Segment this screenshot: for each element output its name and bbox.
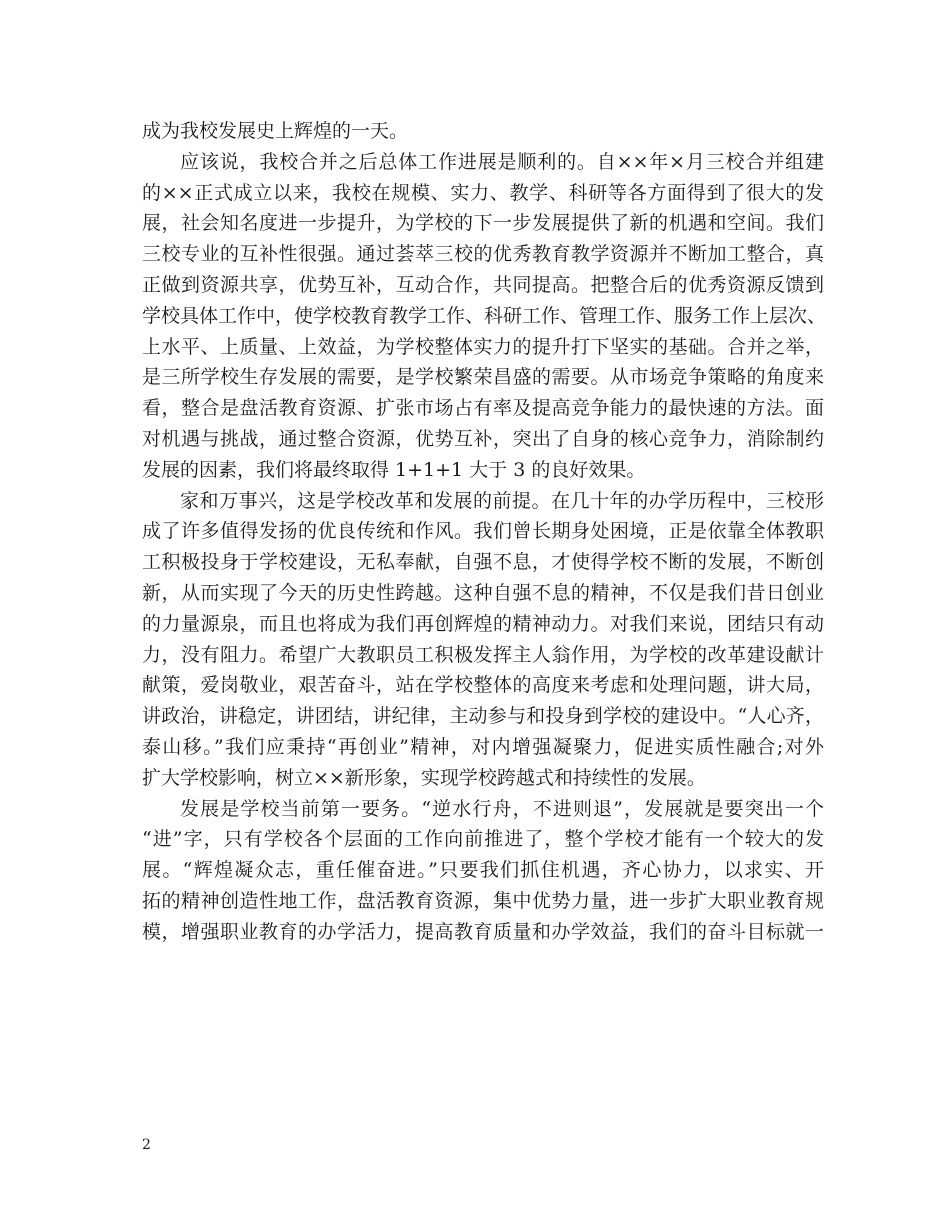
paragraph-first-line: 家和万事兴，这是学校改革和发展的前提。在几十年的办学历程中，三校形 [180,489,824,512]
text-line: 献策，爱岗敬业，艰苦奋斗，站在学校整体的高度来考虑和处理问题，讲大局， [142,674,824,697]
text-line: 扩大学校影响，树立××新形象，实现学校跨越式和持续性的发展。 [142,766,706,789]
text-line: 的力量源泉，而且也将成为我们再创辉煌的精神动力。对我们来说，团结只有动 [142,612,824,635]
text-line: 学校具体工作中，使学校教育教学工作、科研工作、管理工作、服务工作上层次、 [142,304,827,327]
text-line: 模，增强职业教育的办学活力，提高教育质量和办学效益，我们的奋斗目标就一 [142,920,824,943]
text-line: 讲政治，讲稳定，讲团结，讲纪律，主动参与和投身到学校的建设中。“人心齐， [142,705,824,728]
text-line: 展，社会知名度进一步提升，为学校的下一步发展提供了新的机遇和空间。我们 [142,212,824,235]
text-line: 新，从而实现了今天的历史性跨越。这种自强不息的精神，不仅是我们昔日创业 [142,581,824,604]
text-line: 对机遇与挑战，通过整合资源，优势互补，突出了自身的核心竞争力，消除制约 [142,427,824,450]
text-line: 看，整合是盘活教育资源、扩张市场占有率及提高竞争能力的最快速的方法。面 [142,397,824,420]
text-line: 成了许多值得发扬的优良传统和作风。我们曾长期身处困境，正是依靠全体教职 [142,520,824,543]
text-line: 三校专业的互补性很强。通过荟萃三校的优秀教育教学资源并不断加工整合，真 [142,243,824,266]
text-line: 展。“辉煌凝众志，重任催奋进。”只要我们抓住机遇，齐心协力，以求实、开 [142,859,824,882]
text-line: 上水平、上质量、上效益，为学校整体实力的提升打下坚实的基础。合并之举， [142,335,824,358]
text-line: “进”字，只有学校各个层面的工作向前推进了，整个学校才能有一个较大的发 [142,828,824,851]
paragraph-first-line: 发展是学校当前第一要务。“逆水行舟，不进则退”，发展就是要突出一个 [180,797,824,820]
text-line: 成为我校发展史上辉煌的一天。 [142,120,409,142]
page-number: 2 [142,1137,151,1153]
text-line: 拓的精神创造性地工作，盘活教育资源，集中优势力量，进一步扩大职业教育规 [142,889,824,912]
body-text [142,116,827,948]
paragraph-first-line: 应该说，我校合并之后总体工作进展是顺利的。自××年×月三校合并组建 [180,150,824,173]
text-line: 正做到资源共享，优势互补，互动合作，共同提高。把整合后的优秀资源反馈到 [142,273,824,296]
text-line: 泰山移。”我们应秉持“再创业”精神，对内增强凝聚力，促进实质性融合;对外 [142,735,824,758]
text-line: 是三所学校生存发展的需要，是学校繁荣昌盛的需要。从市场竞争策略的角度来 [142,366,824,389]
text-line: 工积极投身于学校建设，无私奉献，自强不息，才使得学校不断的发展，不断创 [142,551,824,574]
text-line: 的××正式成立以来，我校在规模、实力、教学、科研等各方面得到了很大的发 [142,181,824,204]
text-line: 力，没有阻力。希望广大教职员工积极发挥主人翁作用，为学校的改革建设献计 [142,643,824,666]
text-line: 发展的因素，我们将最终取得 1+1+1 大于 3 的良好效果。 [142,458,646,481]
